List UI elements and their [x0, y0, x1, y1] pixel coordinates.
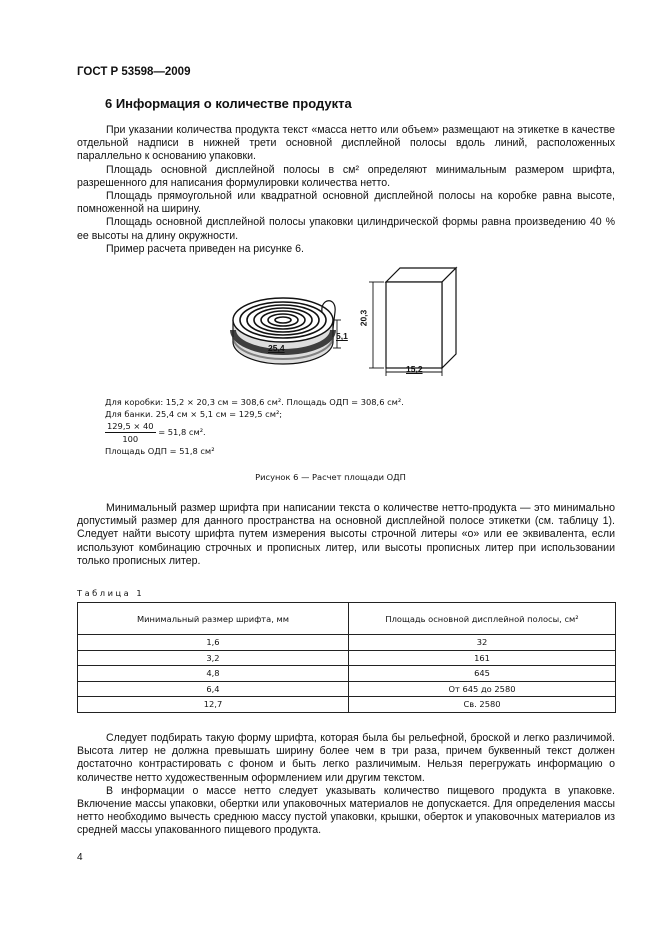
table-cell: 6,4 [78, 681, 349, 697]
can-height-label: 5,1 [336, 331, 348, 341]
table-header-row [78, 603, 616, 635]
table-cell: 4,8 [78, 666, 349, 682]
calc-fraction-line [105, 420, 404, 445]
paragraph: Пример расчета приведен на рисунке 6. [106, 242, 304, 255]
calc-can-line: Для банки. 25,4 см × 5,1 см = 129,5 см²; [105, 409, 283, 419]
paragraph: В информации о массе нетто следует указывать количество пищевого продукта в упаковке. Включение массы упаковки, обертки или упаковочных материалов не допускается. Для определения массы нетто необходимо вычесть среднюю массу пустой упаковки, крышки, оберток и упаковочных материалов из средней массы упакованного пищевого продукта. [77, 784, 615, 837]
font-size-table [77, 602, 616, 713]
paragraph: При указании количества продукта текст «масса нетто или объем» размещают на этикетке в качестве отдельной надписи в нижней трети основной дисплейной полосы вдоль линий, расположенных параллельно к основанию упаковки. [77, 124, 615, 163]
paragraph: Минимальный размер шрифта при написании текста о количестве нетто-продукта — это минимально допустимый размер для данного пространства на основной дисплейной полосе этикетки (см. таблицу 1). Следует найти высоту шрифта путем измерения высоты строчной литеры «о» или ее эквивалента, если используют комбинацию строчных и прописных литер, или высоты прописных литер при использовании только прописных литер. [77, 502, 615, 567]
table-header-cell: Площадь основной дисплейной полосы, см² [349, 603, 616, 635]
text-block-bottom [77, 732, 615, 838]
calculation-block [105, 396, 404, 457]
paragraph: Площадь основной дисплейной полосы в см² определяют минимальным размером шрифта, разрешенного для написания формулировки количества нетто. [77, 163, 615, 189]
table-cell: 3,2 [78, 650, 349, 666]
table-cell: От 645 до 2580 [349, 681, 616, 697]
paragraph: Следует подбирать такую форму шрифта, которая была бы рельефной, броской и легко различимой. Высота литер не должна превышать ширину более чем в три раза, причем буквенный текст должен достаточно контрастировать с фоном и быть легко различимым. Нельзя перегружать информацию о количестве нетто художественным оформлением или другим текстом. [77, 732, 615, 784]
figure-caption: Рисунок 6 — Расчет площади ОДП [255, 472, 406, 482]
table-header-cell: Минимальный размер шрифта, мм [78, 603, 349, 635]
table-row [78, 697, 616, 713]
fraction [105, 420, 156, 445]
section-title: 6 Информация о количестве продукта [105, 96, 352, 111]
calc-box-line: Для коробки: 15,2 × 20,3 см = 308,6 см². Площадь ОДП = 308,6 см². [105, 397, 404, 407]
box-height-label: 20,3 [358, 309, 369, 327]
paragraph: Площадь основной дисплейной полосы упаковки цилиндрической формы равна произведению 40 % ее высоты на длину окружности. [77, 216, 615, 242]
table-cell: 645 [349, 666, 616, 682]
table-cell: 32 [349, 635, 616, 651]
table-row [78, 681, 616, 697]
table-cell: 12,7 [78, 697, 349, 713]
text-block-top [77, 124, 615, 256]
calc-area-line: Площадь ОДП = 51,8 см² [105, 446, 215, 456]
page-number: 4 [77, 852, 83, 863]
table-cell: 161 [349, 650, 616, 666]
document-code: ГОСТ Р 53598—2009 [77, 66, 191, 78]
text-block-mid [77, 502, 615, 568]
fraction-numerator: 129,5 × 40 [107, 421, 154, 431]
fraction-result: = 51,8 см². [158, 427, 206, 437]
table-label: Таблица 1 [77, 588, 145, 598]
fraction-denominator: 100 [122, 434, 139, 444]
table-row [78, 666, 616, 682]
table-cell: Св. 2580 [349, 697, 616, 713]
box-width-label: 15,2 [406, 364, 423, 374]
paragraph: Площадь прямоугольной или квадратной основной дисплейной полосы на коробке равна высоте, помноженной на ширину. [77, 190, 615, 216]
box-illustration [360, 264, 470, 379]
table-cell: 1,6 [78, 635, 349, 651]
can-circumference-label: 25,4 [268, 343, 285, 353]
table-row [78, 635, 616, 651]
table-row [78, 650, 616, 666]
